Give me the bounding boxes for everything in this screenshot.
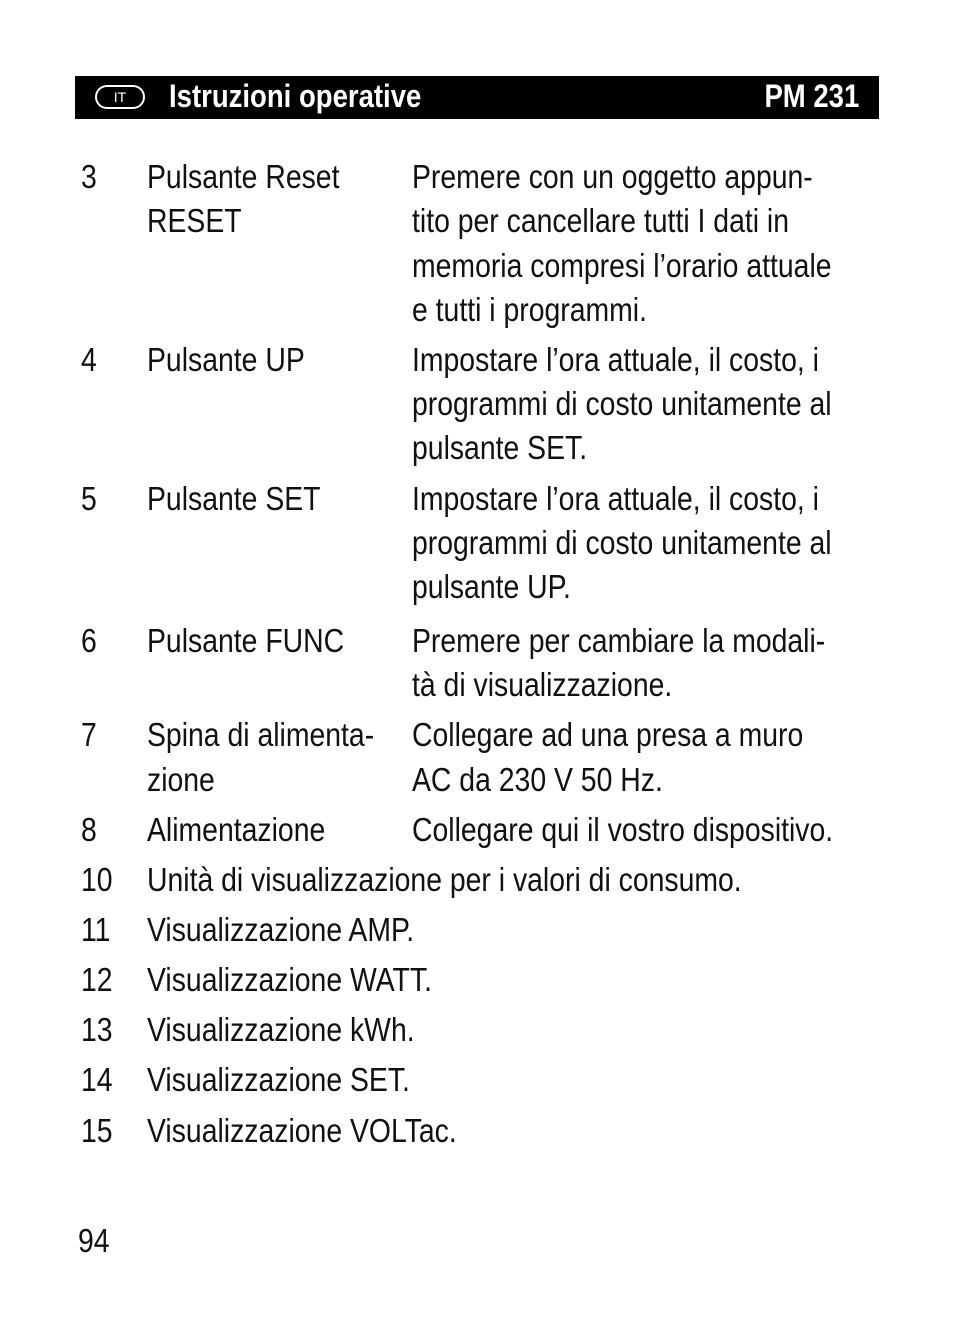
item-description: Impostare l’ora attuale, il costo, i (412, 341, 819, 378)
item-description: programmi di costo unitamente al (412, 524, 832, 561)
display-item-number: 11 (81, 911, 111, 948)
item-label: Pulsante SET (147, 480, 321, 517)
item-number: 8 (81, 811, 97, 848)
display-item-text: Unità di visualizzazione per i valori di consumo. (147, 861, 742, 898)
item-description: pulsante UP. (412, 568, 571, 605)
item-label: Pulsante FUNC (147, 622, 345, 659)
item-number: 4 (81, 341, 97, 378)
item-description: Premere con un oggetto appun- (412, 158, 813, 195)
display-item-text: Visualizzazione WATT. (147, 961, 432, 998)
item-number: 5 (81, 480, 97, 517)
page-number: 94 (78, 1222, 110, 1259)
language-badge: IT (95, 85, 145, 109)
display-item-text: Visualizzazione VOLTac. (147, 1112, 457, 1149)
model-name: PM 231 (764, 78, 859, 114)
item-description: programmi di costo unitamente al (412, 385, 832, 422)
display-item-number: 12 (81, 961, 113, 998)
display-item-text: Visualizzazione SET. (147, 1061, 410, 1098)
display-item-text: Visualizzazione kWh. (147, 1011, 415, 1048)
item-description: Collegare qui il vostro dispositivo. (412, 811, 834, 848)
display-item-text: Visualizzazione AMP. (147, 911, 415, 948)
item-description: tito per cancellare tutti I dati in (412, 202, 790, 239)
item-description: tà di visualizzazione. (412, 666, 673, 703)
header-bar (75, 76, 879, 119)
item-description: Impostare l’ora attuale, il costo, i (412, 480, 819, 517)
item-description: memoria compresi l’orario attuale (412, 247, 832, 284)
item-label: Spina di alimenta- (147, 716, 375, 753)
display-item-number: 10 (81, 861, 113, 898)
item-label: Alimentazione (147, 811, 326, 848)
item-description: e tutti i programmi. (412, 291, 647, 328)
page-title: Istruzioni operative (169, 78, 422, 114)
item-number: 6 (81, 622, 97, 659)
item-description: pulsante SET. (412, 429, 588, 466)
item-label: RESET (147, 202, 242, 239)
item-number: 7 (81, 716, 97, 753)
display-item-number: 14 (81, 1061, 113, 1098)
item-description: AC da 230 V 50 Hz. (412, 761, 663, 798)
item-number: 3 (81, 158, 97, 195)
item-label: zione (147, 761, 215, 798)
display-item-number: 15 (81, 1112, 113, 1149)
item-description: Premere per cambiare la modali- (412, 622, 826, 659)
item-label: Pulsante UP (147, 341, 305, 378)
item-label: Pulsante Reset (147, 158, 340, 195)
display-item-number: 13 (81, 1011, 113, 1048)
item-description: Collegare ad una presa a muro (412, 716, 804, 753)
